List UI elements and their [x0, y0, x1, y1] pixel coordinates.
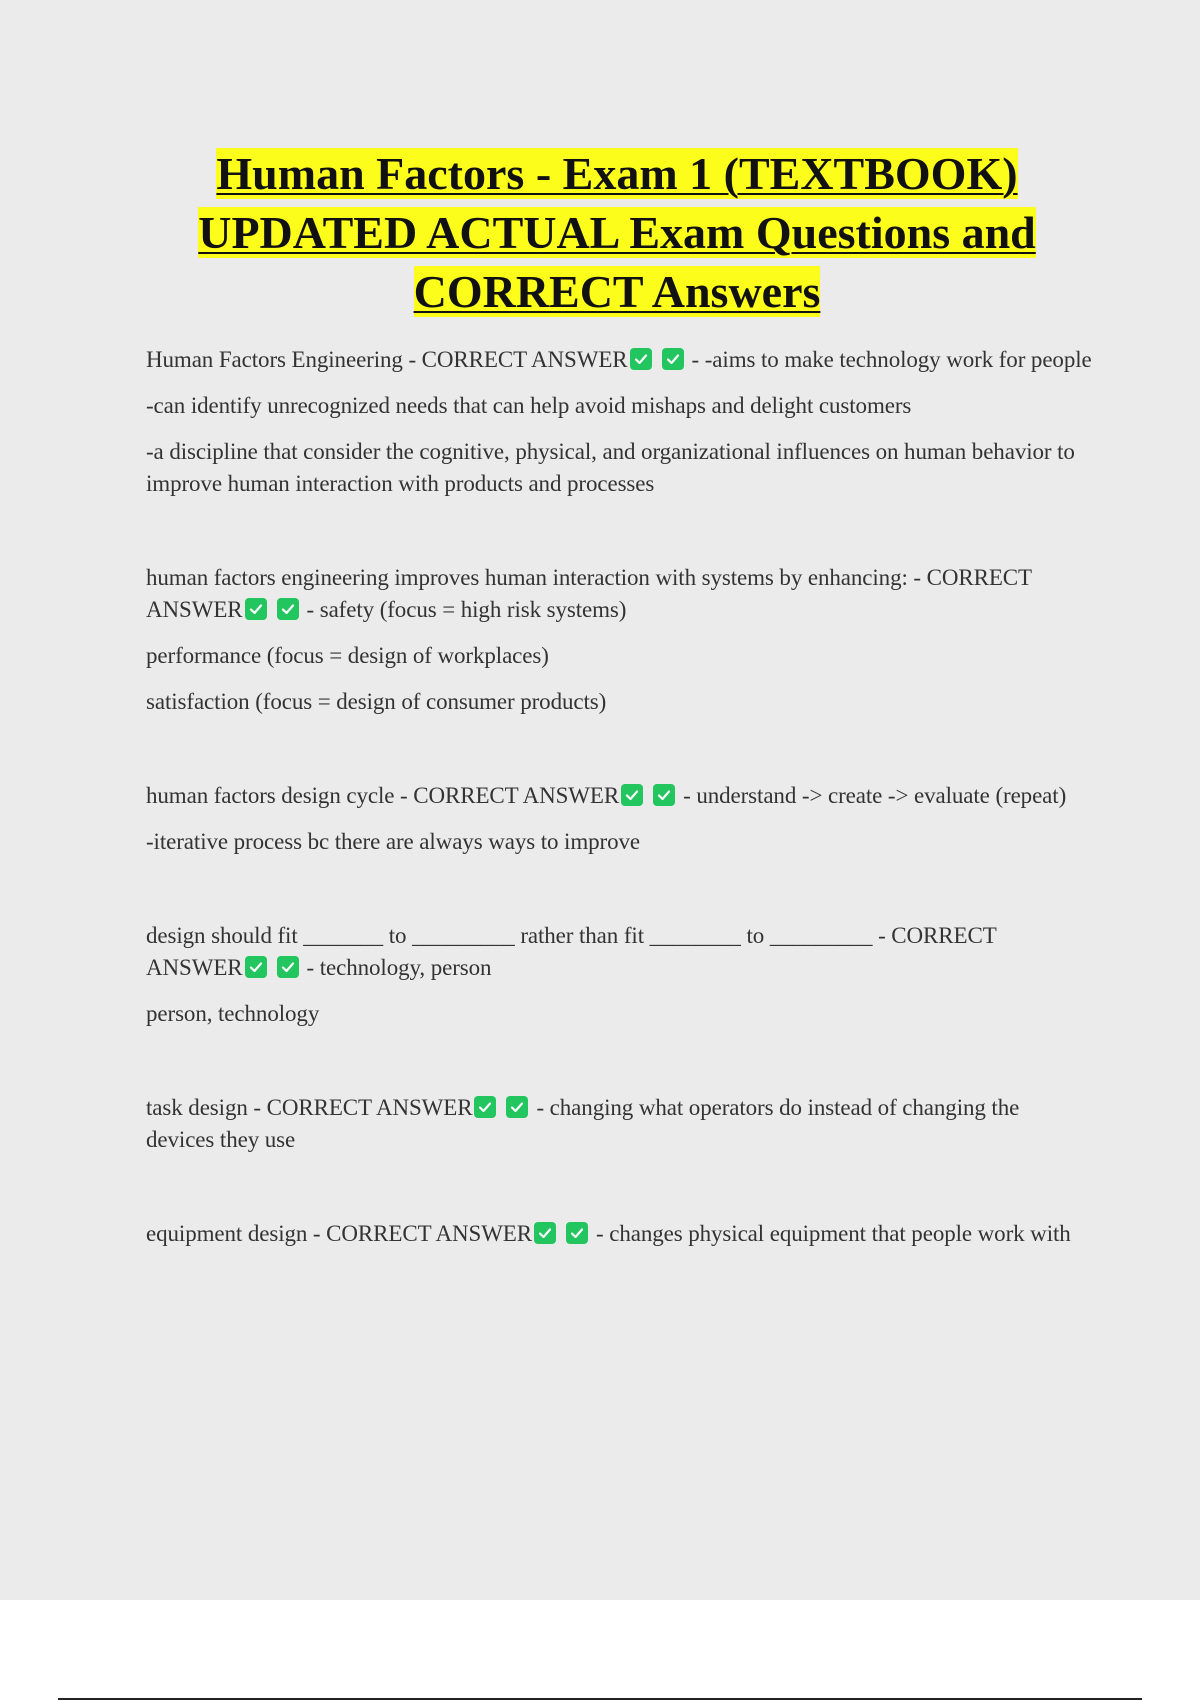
qa-list [146, 344, 1092, 1312]
answer-line: performance (focus = design of workplaces) [146, 643, 549, 668]
qa-entry [146, 1092, 1092, 1156]
answer-text: - changes physical equipment that people work with [596, 1221, 1071, 1246]
qa-entry [146, 1218, 1092, 1250]
qa-entry [146, 780, 1092, 858]
qa-entry [146, 562, 1092, 718]
answer-line: person, technology [146, 1001, 320, 1026]
check-box-icon [653, 784, 675, 806]
answer-text: - -aims to make technology work for people [691, 347, 1092, 372]
answer-line: -can identify unrecognized needs that can help avoid mishaps and delight customers [146, 393, 912, 418]
qa-question-line [146, 920, 1092, 984]
answer-text: - changing what operators do instead of changing the devices they use [146, 1095, 1020, 1152]
check-box-icon [621, 784, 643, 806]
answer-line: satisfaction (focus = design of consumer products) [146, 689, 607, 714]
question-text: human factors design cycle - CORRECT ANSWER [146, 783, 620, 808]
check-box-icon [245, 956, 267, 978]
check-box-icon [506, 1096, 528, 1118]
check-box-icon [662, 348, 684, 370]
qa-question-line [146, 1092, 1092, 1156]
question-text: task design - CORRECT ANSWER [146, 1095, 473, 1120]
question-text: equipment design - CORRECT ANSWER [146, 1221, 532, 1246]
answer-line: -a discipline that consider the cognitive, physical, and organizational influences on human behavior to improve human interaction with products and processes [146, 439, 1075, 496]
answer-text: - understand -> create -> evaluate (repeat) [683, 783, 1067, 808]
answer-text: - safety (focus = high risk systems) [306, 597, 627, 622]
answer-line: -iterative process bc there are always ways to improve [146, 829, 641, 854]
qa-question-line [146, 780, 1092, 812]
qa-entry [146, 920, 1092, 1030]
title-line-3: CORRECT Answers [413, 266, 821, 317]
question-text: Human Factors Engineering - CORRECT ANSWER [146, 347, 628, 372]
check-box-icon [245, 598, 267, 620]
title-line-1: Human Factors - Exam 1 (TEXTBOOK) [216, 148, 1018, 199]
qa-question-line [146, 562, 1092, 626]
check-box-icon [630, 348, 652, 370]
check-box-icon [534, 1222, 556, 1244]
check-box-icon [566, 1222, 588, 1244]
title-line-2: UPDATED ACTUAL Exam Questions and [198, 207, 1036, 258]
qa-question-line [146, 344, 1092, 376]
answer-text: - technology, person [306, 955, 492, 980]
qa-entry [146, 344, 1092, 500]
check-box-icon [277, 598, 299, 620]
qa-question-line [146, 1218, 1092, 1250]
page-title [120, 144, 1114, 321]
check-box-icon [277, 956, 299, 978]
question-text: design should fit _______ to _________ rather than fit ________ to _________ - CORRECT ANSWER [146, 923, 997, 980]
question-text: human factors engineering improves human interaction with systems by enhancing: - CORRECT ANSWER [146, 565, 1032, 622]
check-box-icon [474, 1096, 496, 1118]
